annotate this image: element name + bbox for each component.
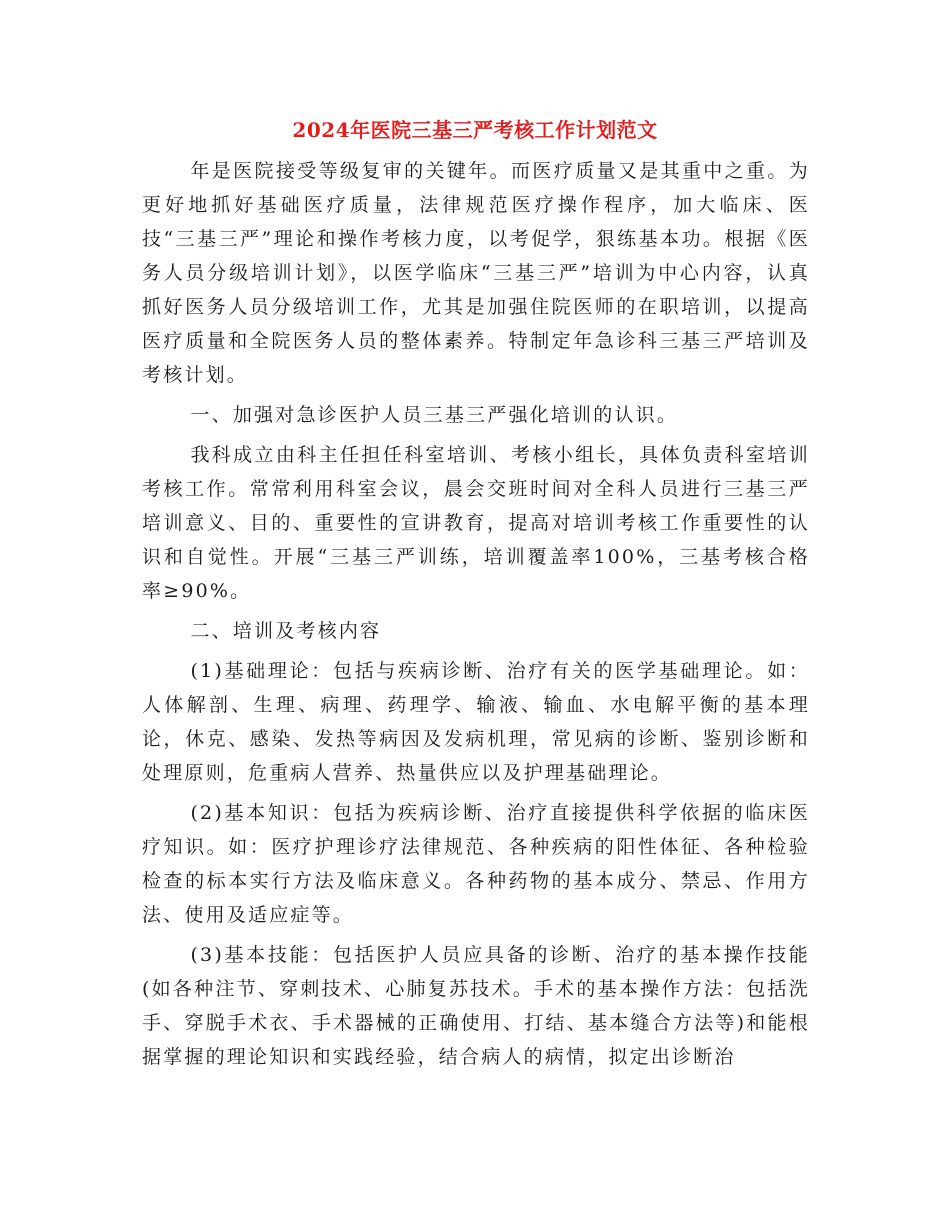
heading-section-1: 一、加强对急诊医护人员三基三严强化培训的认识。 (190, 404, 679, 426)
paragraph-basic-skills: (3)基本技能：包括医护人员应具备的诊断、治疗的基本操作技能(如各种注节、穿刺技术、心肺复苏技术。手术的基本操作方法：包括洗手、穿脱手术衣、手术器械的正确使用、打结、基本缝合方法等)和能根据掌握的理论知识和实践经验，结合病人的病情，拟定出诊断治 (142, 944, 810, 1068)
paragraph-basic-theory: (1)基础理论：包括与疾病诊断、治疗有关的医学基础理论。如：人体解剖、生理、病理、药理学、输液、输血、水电解平衡的基本理论，休克、感染、发热等病因及发病机理，常见病的诊断、鉴别诊断和处理原则，危重病人营养、热量供应以及护理基础理论。 (142, 660, 810, 784)
paragraph-basic-knowledge: (2)基本知识：包括为疾病诊断、治疗直接提供科学依据的临床医疗知识。如：医疗护理诊疗法律规范、各种疾病的阳性体征、各种检验检查的标本实行方法及临床意义。各种药物的基本成分、禁忌、作用方法、使用及适应症等。 (142, 802, 810, 926)
heading-section-2: 二、培训及考核内容 (190, 620, 382, 642)
paragraph-section-1: 我科成立由科主任担任科室培训、考核小组长，具体负责科室培训考核工作。常常利用科室会议，晨会交班时间对全科人员进行三基三严培训意义、目的、重要性的宣讲教育，提高对培训考核工作重要性的认识和自觉性。开展“三基三严训练，培训覆盖率100%，三基考核合格率≥90%。 (142, 444, 810, 602)
document-title: 2024年医院三基三严考核工作计划范文 (292, 118, 658, 142)
document-body (142, 154, 810, 1074)
paragraph-intro: 年是医院接受等级复审的关键年。而医疗质量又是其重中之重。为更好地抓好基础医疗质量，法律规范医疗操作程序，加大临床、医技“三基三严”理论和操作考核力度，以考促学，狠练基本功。根据《医务人员分级培训计划》，以医学临床“三基三严”培训为中心内容，认真抓好医务人员分级培训工作，尤其是加强住院医师的在职培训，以提高医疗质量和全院医务人员的整体素养。特制定年急诊科三基三严培训及考核计划。 (142, 160, 810, 386)
